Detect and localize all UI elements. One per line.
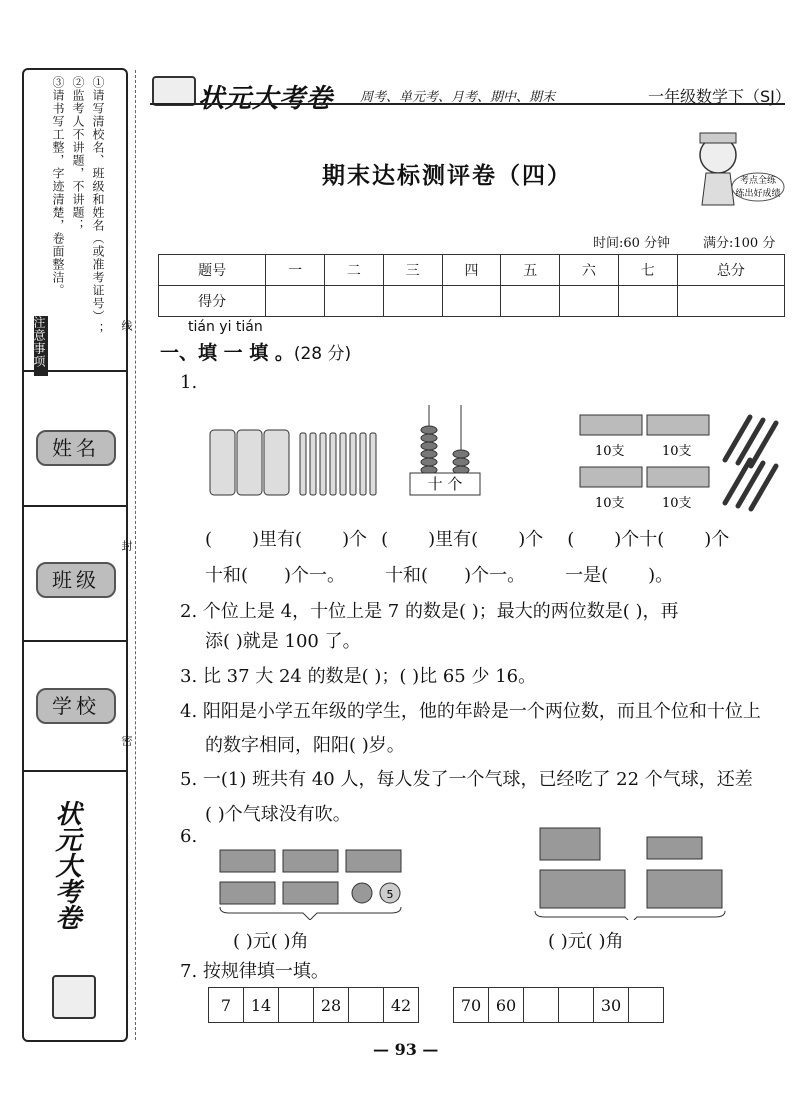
- q6-money: [215, 825, 735, 920]
- abacus-label: 十 个: [427, 475, 463, 493]
- score-label: 得分: [159, 286, 266, 317]
- label-class: 班级: [36, 562, 116, 598]
- exam-types: 周考、单元考、月考、期中、期末: [360, 90, 556, 105]
- q2-line2: 添( )就是 100 了。: [205, 631, 361, 652]
- score-cell: 二: [324, 255, 383, 286]
- score-input[interactable]: [442, 286, 501, 317]
- q7-line1: 7. 按规律填一填。: [180, 961, 329, 982]
- score-cell: 四: [442, 255, 501, 286]
- score-input[interactable]: [383, 286, 442, 317]
- q1-line2: 十和( )个一。 十和( )个一。 一是( )。: [205, 565, 674, 586]
- q7-sequence-2: [453, 987, 664, 1023]
- box-label: 10支: [595, 444, 625, 459]
- q3-line1: 3. 比 37 大 24 的数是( )；( )比 65 少 16。: [180, 666, 537, 687]
- seq-blank[interactable]: [279, 988, 314, 1023]
- score-cell: 一: [266, 255, 325, 286]
- label-name: 姓名: [36, 430, 116, 466]
- side-strip: [22, 68, 128, 1042]
- score-table: [158, 254, 785, 317]
- score-input[interactable]: [677, 286, 784, 317]
- score-cell: 题号: [159, 255, 266, 286]
- section-pinyin: tián yi tián: [188, 319, 263, 335]
- cut-line: [135, 70, 136, 1040]
- time-limit: 时间:60 分钟: [593, 236, 671, 251]
- score-input[interactable]: [560, 286, 619, 317]
- score-header-row: [159, 255, 785, 286]
- cut-mark-line: 线: [120, 320, 133, 331]
- section-heading: 一、填 一 填 。(28 分): [160, 342, 352, 364]
- score-cell: 五: [501, 255, 560, 286]
- seq-cell: 30: [594, 988, 629, 1023]
- q6-number: 6.: [180, 826, 198, 847]
- box-label: 10支: [595, 496, 625, 511]
- seq-cell: 7: [209, 988, 244, 1023]
- q6-answer-2: ( )元( )角: [548, 931, 624, 952]
- header-rule: [150, 103, 785, 105]
- label-school: 学校: [36, 688, 116, 724]
- q1-line1: ( )里有( )个 ( )里有( )个 ( )个十( )个: [205, 529, 730, 550]
- score-cell: 三: [383, 255, 442, 286]
- score-input[interactable]: [501, 286, 560, 317]
- score-cell: 总分: [677, 255, 784, 286]
- score-cell: 七: [618, 255, 677, 286]
- side-logo: [52, 975, 96, 1019]
- q1-illustration: [205, 405, 785, 515]
- q7-sequence-1: [208, 987, 419, 1023]
- page-number: — 93 —: [373, 1040, 439, 1059]
- seq-blank[interactable]: [349, 988, 384, 1023]
- page-title: 期末达标测评卷（四）: [322, 163, 572, 189]
- score-value-row: [159, 286, 785, 317]
- score-input[interactable]: [266, 286, 325, 317]
- q5-line1: 5. 一(1) 班共有 40 人，每人发了一个气球，已经吃了 22 个气球，还差: [180, 769, 753, 790]
- q6-answer-1: ( )元( )角: [233, 931, 309, 952]
- notes-block: 注意事项 ①请写清校名、班级和姓名（或准考证号）； ②监考人不讲题，不讲题； ③请书写工整，字迹清楚，卷面整洁。: [30, 76, 118, 376]
- seq-blank[interactable]: [629, 988, 664, 1023]
- header-logo: [152, 76, 196, 106]
- side-brand: 状元大考卷: [51, 800, 81, 930]
- box-label: 10支: [662, 496, 692, 511]
- q2-line1: 2. 个位上是 4，十位上是 7 的数是( )；最大的两位数是( )，再: [180, 601, 679, 622]
- seq-cell: 60: [489, 988, 524, 1023]
- mascot-text-2: 练出好成绩: [735, 189, 781, 199]
- q1-number: 1.: [180, 372, 198, 393]
- note-2: ②监考人不讲题，不讲题；: [71, 76, 85, 232]
- coin-label: 5: [386, 888, 394, 901]
- cut-mark-seal: 封: [120, 540, 133, 551]
- mascot-text-1: 考点全练: [739, 176, 777, 186]
- full-score: 满分:100 分: [703, 236, 776, 251]
- header-brand: 状元大考卷: [198, 84, 334, 114]
- seq-cell: 14: [244, 988, 279, 1023]
- score-input[interactable]: [324, 286, 383, 317]
- box-label: 10支: [662, 444, 692, 459]
- seq-blank[interactable]: [524, 988, 559, 1023]
- q5-line2: ( )个气球没有吹。: [205, 804, 351, 825]
- score-cell: 六: [560, 255, 619, 286]
- seq-cell: 70: [454, 988, 489, 1023]
- note-3: ③请书写工整，字迹清楚，卷面整洁。: [51, 76, 65, 297]
- cut-mark-close: 密: [120, 735, 133, 746]
- q4-line2: 的数字相同，阳阳( )岁。: [205, 735, 405, 756]
- q4-line1: 4. 阳阳是小学五年级的学生，他的年龄是一个两位数，而且个位和十位上: [180, 701, 761, 722]
- seq-cell: 42: [384, 988, 419, 1023]
- note-1: ①请写清校名、班级和姓名（或准考证号）；: [91, 76, 105, 336]
- seq-blank[interactable]: [559, 988, 594, 1023]
- grade-label: 一年级数学下（SJ）: [648, 87, 791, 106]
- score-input[interactable]: [618, 286, 677, 317]
- seq-cell: 28: [314, 988, 349, 1023]
- mascot-illustration: [686, 125, 786, 215]
